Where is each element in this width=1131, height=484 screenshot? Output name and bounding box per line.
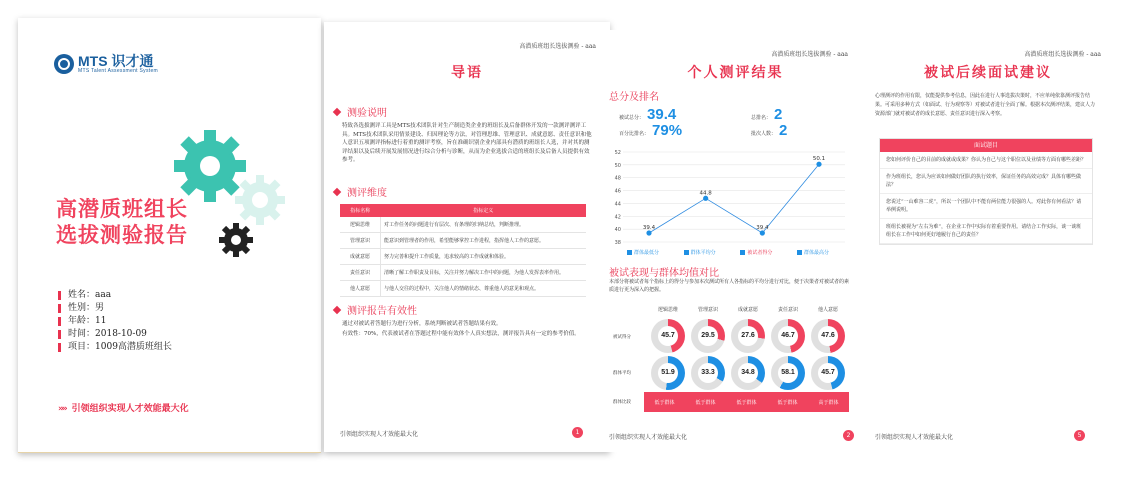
section-title-dimensions: 测评维度: [332, 184, 387, 199]
donut-value: 58.1: [778, 363, 798, 383]
info-project: 项目：1009高潜质班组长: [58, 341, 172, 354]
data-label: 39.4: [756, 225, 769, 231]
interview-page: [861, 30, 1115, 452]
logo-icon: [54, 54, 74, 74]
report-title: [56, 196, 188, 248]
dimension-header: 逻辑思维: [657, 307, 678, 313]
donut-value: 46.7: [778, 326, 798, 346]
dimension-header: 他人意愿: [817, 307, 838, 313]
donut-value: 51.9: [658, 363, 678, 383]
diamond-icon: [333, 306, 341, 314]
series-line: [649, 164, 819, 233]
table-header: 指标定义: [381, 204, 587, 217]
results-page: [609, 30, 862, 452]
subject-score-donut: [651, 319, 685, 353]
table-header: 指标名称: [340, 204, 381, 217]
y-tick-label: 50: [614, 162, 621, 169]
comparison-bar: [644, 392, 849, 412]
gear-dark-icon: [219, 223, 253, 257]
total-rank: 总排名： 2: [751, 106, 783, 123]
table-row: 管理意识 能意识到管理者的作用，希望能够掌控工作进程，指挥他人工作的意愿。: [340, 233, 586, 249]
table-row: 逻辑思维 对工作任务的问题进行有层次、有条理的归纳总结，判断推理。: [340, 217, 586, 233]
page-title: 个人测评结果: [687, 65, 784, 81]
x-tick-label: 群体最高分: [797, 249, 829, 256]
section-title-comparison: 被试表现与群体均值对比: [609, 268, 719, 279]
logo-main-text: MTS 识才通: [78, 53, 154, 69]
gear-large-icon: [174, 130, 246, 202]
dimension-header: 责任意识: [777, 307, 798, 313]
subject-info: [58, 289, 172, 354]
group-mean-donut: [691, 356, 725, 390]
batch-count: 批次人数： 2: [751, 122, 788, 139]
info-name: 姓名：aaa: [58, 289, 172, 302]
data-point: [816, 162, 821, 167]
total-score: 被试总分： 39.4: [619, 106, 677, 123]
donut-value: 47.6: [818, 326, 838, 346]
diamond-icon: [333, 108, 341, 116]
row-label: 群体比较: [613, 400, 631, 405]
dimension-header: 管理意识: [697, 307, 718, 313]
page-header: 高潜质班组长选拔测验 - aaa: [771, 51, 848, 58]
info-age: 年龄：11: [58, 315, 172, 328]
dimension-header: 成就意愿: [737, 307, 758, 313]
y-tick-label: 40: [614, 227, 621, 234]
group-mean-donut: [771, 356, 805, 390]
y-tick-label: 46: [614, 188, 621, 195]
page-title: 被试后续面试建议: [924, 65, 1052, 81]
donut-value: 34.8: [738, 363, 758, 383]
y-tick-label: 42: [614, 214, 621, 221]
report-title-line1: 高潜质班组长: [56, 197, 188, 221]
instructions-text: 特致各选拔测评工具是MTS技术团队针对生产制造类企业的班组长及后备群体开发的一款测评测评工具。MTS技术团队采用情景建设、归因理论等方法，对管理思维、管理意识、成就意愿、责任意识和他人意识五项测评指标进行着重的测评考察，旨在准确识别企业内部具有潜质的班组长人选，并对其的测评结果以及后续开展发展情况进行综合分析与诊断，从而为企业选拔合适的班组长及后备人员提供有效参考。: [342, 123, 592, 163]
cover-slogan: »» 引领组织实现人才效能最大化: [58, 404, 189, 414]
table-row: 他人意愿 与他人交往的过程中，关注他人的情绪状态、尊重他人的意见和观点。: [340, 281, 586, 297]
legend-square-icon: [797, 250, 802, 255]
page-footer: 引领组织实现人才效能最大化: [875, 434, 954, 441]
x-tick-label: 群体平均分: [684, 249, 716, 256]
group-mean-donut: [811, 356, 845, 390]
data-label: 44.8: [699, 190, 712, 197]
data-point: [646, 230, 651, 235]
comparison-text: 本部分将被试者每个指标上的得分与参加本次测试所有人各指标的平均分进行对比，便于决策者对被试者的素质进行更为深入的把握。: [609, 279, 850, 293]
data-point: [760, 230, 765, 235]
validity-text-2: 有效性：70%，代表被试者在答题过程中能有效体个人真实想法，测评报告具有一定的参考价值。: [342, 331, 580, 337]
double-chevron-icon: »»: [58, 404, 66, 414]
intro-page: [324, 22, 610, 452]
donut-value: 45.7: [658, 326, 678, 346]
company-logo: [54, 54, 158, 74]
gear-light-icon: [235, 175, 285, 225]
donut-value: 33.3: [698, 363, 718, 383]
y-tick-label: 44: [614, 201, 621, 208]
data-label: 50.1: [812, 156, 826, 163]
question-item: 您说过“一山难容二虎”，所以一个团队中不能有两位能力很强的人。对此你有何看法？请举例说明。: [880, 194, 1092, 219]
y-tick-label: 48: [614, 175, 621, 182]
comparison-cell: 低于群体: [777, 399, 798, 406]
subject-score-donut: [811, 319, 845, 353]
data-label: 39.4: [642, 225, 656, 231]
comparison-cell: 高于群体: [818, 399, 839, 406]
legend-square-icon: [684, 250, 689, 255]
group-mean-donut: [731, 356, 765, 390]
donut-value: 27.6: [738, 326, 758, 346]
section-title-instructions: 测验说明: [332, 104, 387, 119]
x-tick-label: 群体最低分: [627, 249, 659, 256]
info-gender: 性别：男: [58, 302, 172, 315]
report-title-line2: 选拔测验报告: [56, 223, 188, 247]
page-header: 高潜质班组长选拔测验 - aaa: [1024, 51, 1101, 58]
logo-sub-text: MTS Talent Assessment System: [78, 68, 158, 74]
y-tick-label: 38: [614, 240, 621, 246]
table-row: 成就意愿 努力完善和提升工作质量，追求较高的工作成就和体验。: [340, 249, 586, 265]
question-item: 班组长被视为“左右为难”，在企业工作中实际有着重要作用。请结合工作实际，谈一谈班组长在工作中如何更好地履行自己的责任？: [880, 219, 1092, 244]
score-line-chart: [609, 146, 849, 248]
page-number: 2: [843, 430, 854, 441]
cover-page: [18, 18, 321, 453]
dimension-table: [340, 204, 586, 297]
question-item: 作为班组长，您认为应该如何做好团队的执行效率，保证任务的高效完成？具体有哪些做法？: [880, 169, 1092, 194]
page-title: 导语: [451, 65, 483, 81]
diamond-icon: [333, 188, 341, 196]
subject-score-donut: [771, 319, 805, 353]
subject-score-donut: [691, 319, 725, 353]
legend-square-icon: [740, 250, 745, 255]
x-tick-label: 被试者得分: [740, 249, 772, 256]
comparison-cell: 低于群体: [736, 399, 757, 406]
comparison-cell: 低于群体: [654, 399, 675, 406]
table-row: 责任意识 清晰了解工作职责及目标，关注并努力解决工作中的问题，为他人发挥表率作用。: [340, 265, 586, 281]
section-title-validity: 测评报告有效性: [332, 302, 417, 317]
section-title-score: 总分及排名: [609, 92, 659, 103]
donut-value: 45.7: [818, 363, 838, 383]
comparison-cell: 低于群体: [695, 399, 716, 406]
data-point: [703, 196, 708, 201]
row-label: 群体平均: [613, 371, 631, 376]
questions-header: 面试题目: [880, 139, 1092, 152]
group-mean-donut: [651, 356, 685, 390]
subject-score-donut: [731, 319, 765, 353]
page-number: 5: [1074, 430, 1085, 441]
validity-text-1: 通过对被试者答题行为进行分析，系统判断被试者答题结果有效。: [342, 321, 502, 327]
interview-questions-box: [879, 138, 1093, 245]
percentile-rank: 百分比排名： 79%: [619, 122, 683, 139]
question-item: 您如何评价自己的目前的成就或成果？你认为自己与这个职位以及业绩等方面有哪些差距？: [880, 152, 1092, 169]
info-time: 时间：2018-10-09: [58, 328, 172, 341]
page-number: 1: [572, 427, 583, 438]
interview-intro: 心理测评的作用有限，仅能提供参考信息，因此在进行人事选拔决策时，不应单纯依靠测评报告结果。可采用多种方式（如面试、行为观察等）对被试者进行全面了解。根据本次测评结果，建议人力资源部门就对被试者的成长意愿、责任意识进行深入考察。: [875, 93, 1096, 117]
row-label: 被试得分: [613, 335, 631, 340]
page-footer: 引领组织实现人才效能最大化: [340, 431, 419, 438]
donut-value: 29.5: [698, 326, 718, 346]
legend-square-icon: [627, 250, 632, 255]
page-footer: 引领组织实现人才效能最大化: [609, 434, 688, 441]
page-header: 高潜质班组长选拔测验 - aaa: [519, 43, 596, 50]
y-tick-label: 52: [614, 150, 621, 156]
chart-legend: [609, 249, 849, 259]
